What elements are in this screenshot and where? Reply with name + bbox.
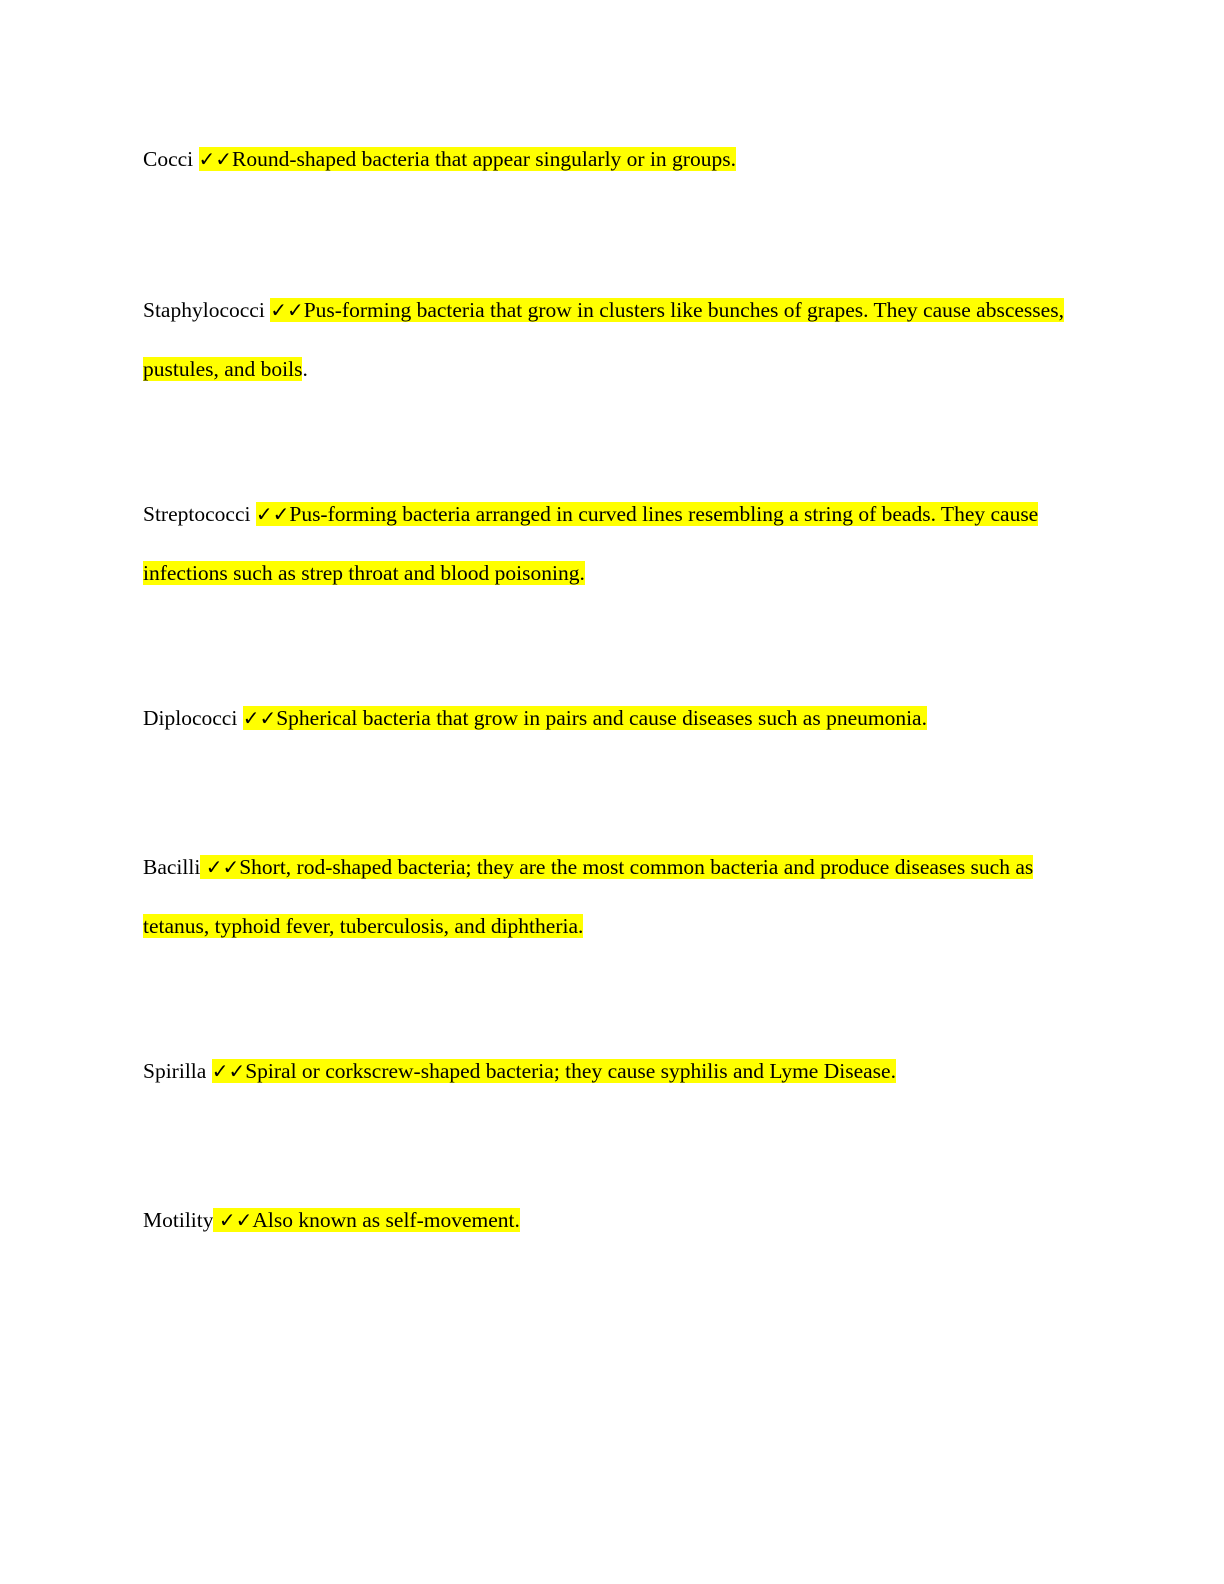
definition-end-punctuation: .: [302, 357, 308, 381]
definition-highlight: [213, 1208, 519, 1232]
definition: Short, rod-shaped bacteria; they are the most common bacteria and produce diseases such as tetanus, typhoid fever, tuberculosis, and diphtheria.: [143, 855, 1034, 938]
flashcard-entry-cocci: [143, 130, 1083, 189]
flashcard-entry-motility: [143, 1191, 1083, 1250]
definition: Round-shaped bacteria that appear singularly or in groups.: [232, 147, 736, 171]
double-check-icon: ✓✓: [242, 706, 277, 730]
double-check-icon: ✓✓: [255, 502, 290, 526]
definition: Spherical bacteria that grow in pairs and cause diseases such as pneumonia.: [276, 706, 927, 730]
definition-highlight: [143, 502, 1038, 585]
flashcard-entry-bacilli: [143, 838, 1083, 956]
definition-highlight: [199, 147, 736, 171]
term: Staphylococci: [143, 298, 265, 322]
definition-highlight: [143, 298, 1064, 381]
flashcard-entry-spirilla: [143, 1042, 1083, 1101]
definition-highlight: [243, 706, 927, 730]
definition: Spiral or corkscrew-shaped bacteria; they cause syphilis and Lyme Disease.: [245, 1059, 896, 1083]
double-check-icon: ✓✓: [218, 1208, 253, 1232]
flashcard-entry-staphylococci: [143, 281, 1083, 399]
term: Diplococci: [143, 706, 238, 730]
double-check-icon: ✓✓: [270, 298, 304, 322]
definition: Also known as self-movement.: [252, 1208, 520, 1232]
double-check-icon: ✓✓: [198, 147, 233, 171]
double-check-icon: ✓✓: [205, 855, 240, 879]
definition-highlight: [212, 1059, 896, 1083]
flashcard-entry-diplococci: [143, 689, 1083, 748]
term: Bacilli: [143, 855, 201, 879]
term: Spirilla: [143, 1059, 207, 1083]
flashcard-entry-streptococci: [143, 485, 1083, 603]
definition-highlight: [143, 855, 1033, 938]
double-check-icon: ✓✓: [211, 1059, 246, 1083]
term: Motility: [143, 1208, 214, 1232]
term: Streptococci: [143, 502, 251, 526]
definition: Pus-forming bacteria that grow in clusters like bunches of grapes. They cause abscesses, pustules, and boils: [143, 298, 1064, 381]
definition: Pus-forming bacteria arranged in curved lines resembling a string of beads. They cause infections such as strep throat and blood poisoning.: [143, 502, 1039, 585]
term: Cocci: [143, 147, 194, 171]
